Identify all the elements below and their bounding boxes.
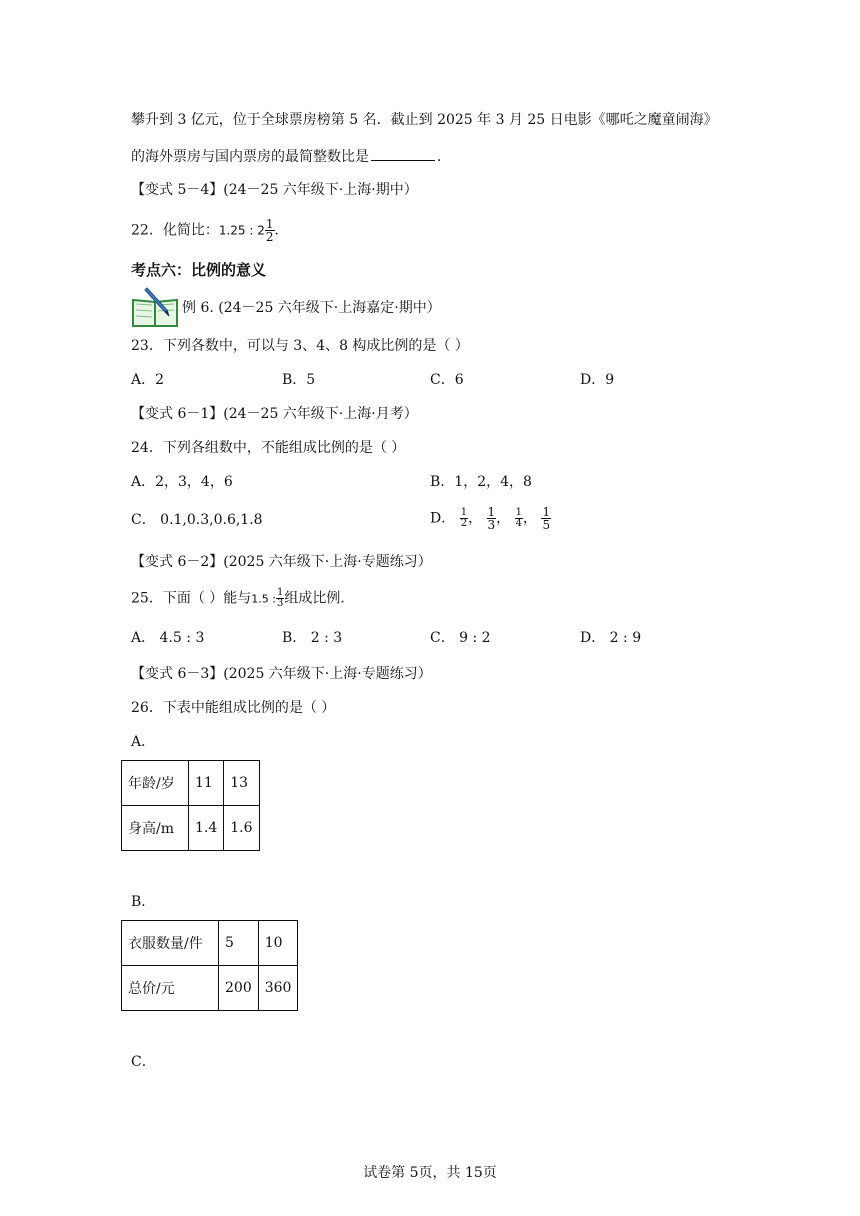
question-23-stem: 23．下列各数中，可以与 3、4、8 构成比例的是（ ） xyxy=(131,338,469,354)
table-row xyxy=(122,966,298,1011)
q25-option-d[interactable]: D． 2 : 9 xyxy=(580,630,642,646)
q23-option-c[interactable]: C．6 xyxy=(430,372,464,388)
table-cell: 10 xyxy=(258,921,298,966)
table-cell: 衣服数量/件 xyxy=(122,921,219,966)
example-6-heading: 例 6. (24－25 六年级下·上海嘉定·期中） xyxy=(182,300,441,316)
variant-6-2-heading: 【变式 6－2】(2025 六年级下·上海·专题练习） xyxy=(131,554,432,570)
table-row xyxy=(122,921,298,966)
q24-option-d[interactable]: D． $\frac{1}{2}$ ， $\frac{1}{3}$ ， $\frac{1}{4}$ ， $\frac{1}{5}$ xyxy=(430,505,551,532)
variant-5-4-heading: 【变式 5－4】(24－25 六年级下·上海·期中） xyxy=(131,182,418,198)
table-cell: 360 xyxy=(258,966,298,1011)
q25-fraction: $\frac{1}{3}$ xyxy=(276,587,284,609)
page-footer: 试卷第 5页，共 15页 xyxy=(363,1165,497,1181)
q26-table-b xyxy=(121,920,298,1011)
q22-end: ． xyxy=(274,222,289,239)
table-row xyxy=(122,761,260,806)
question-24-stem: 24．下列各组数中，不能组成比例的是（ ） xyxy=(131,440,406,456)
q22-expr: 1.25 : 2 xyxy=(218,223,265,238)
q23-option-a[interactable]: A．2 xyxy=(131,372,165,388)
q21-end: ． xyxy=(437,149,451,165)
table-cell: 总价/元 xyxy=(122,966,219,1011)
table-cell: 身高/m xyxy=(122,806,189,851)
table-cell: 1.4 xyxy=(189,806,224,851)
q22-frac-den: 2 xyxy=(265,230,274,244)
q25-stem-b: 组成比例． xyxy=(284,590,355,607)
q26-option-a-label[interactable]: A． xyxy=(131,734,156,750)
q22-prefix: 22．化简比： xyxy=(131,222,219,239)
q25-stem-a: 25．下面（ ）能与 xyxy=(131,590,252,607)
question-22 xyxy=(131,218,289,243)
q21-stem-text: 的海外票房与国内票房的最简整数比是 xyxy=(131,149,369,165)
q26-option-c-label[interactable]: C． xyxy=(131,1054,156,1070)
table-cell: 200 xyxy=(219,966,259,1011)
variant-6-3-heading: 【变式 6－3】(2025 六年级下·上海·专题练习） xyxy=(131,666,432,682)
table-cell: 5 xyxy=(219,921,259,966)
book-pen-icon xyxy=(131,286,179,328)
q25-option-c[interactable]: C． 9 : 2 xyxy=(430,630,491,646)
q24-option-b[interactable]: B．1，2，4，8 xyxy=(430,474,532,490)
q24-option-a[interactable]: A．2，3，4，6 xyxy=(131,474,233,490)
q22-fraction xyxy=(265,218,275,243)
section-6-title: 考点六：比例的意义 xyxy=(131,261,267,279)
q22-frac-num: 1 xyxy=(265,217,274,231)
answer-blank[interactable] xyxy=(371,146,435,161)
q24-d-frac-3: $\frac{1}{4}$ xyxy=(515,507,522,529)
q23-option-d[interactable]: D．9 xyxy=(580,372,615,388)
table-row xyxy=(122,806,260,851)
question-26-stem: 26．下表中能组成比例的是（ ） xyxy=(131,700,336,716)
q21-continuation-line1: 攀升到 3 亿元，位于全球票房榜第 5 名．截止到 2025 年 3 月 25 日电影《哪吒之魔童闹海》 xyxy=(131,112,718,128)
question-25-stem xyxy=(131,588,354,610)
q24-option-c[interactable]: C． 0.1,0.3,0.6,1.8 xyxy=(131,512,263,528)
q25-option-a[interactable]: A． 4.5 : 3 xyxy=(131,630,205,646)
q26-option-b-label[interactable]: B． xyxy=(131,894,156,910)
variant-6-1-heading: 【变式 6－1】(24－25 六年级下·上海·月考） xyxy=(131,406,418,422)
q25-option-b[interactable]: B． 2 : 3 xyxy=(282,630,343,646)
q25-ratio: 1.5 : xyxy=(251,592,276,606)
table-cell: 13 xyxy=(224,761,259,806)
q24-d-frac-1: $\frac{1}{2}$ xyxy=(460,507,468,529)
table-cell: 1.6 xyxy=(224,806,259,851)
q24-d-frac-2: $\frac{1}{3}$ xyxy=(487,505,496,532)
q21-continuation-line2 xyxy=(131,146,451,167)
table-cell: 年龄/岁 xyxy=(122,761,189,806)
q23-option-b[interactable]: B．5 xyxy=(282,372,316,388)
q24-d-frac-4: $\frac{1}{5}$ xyxy=(542,505,551,532)
table-cell: 11 xyxy=(189,761,224,806)
q24-option-d-label: D． xyxy=(430,510,456,527)
q26-table-a xyxy=(121,760,260,851)
